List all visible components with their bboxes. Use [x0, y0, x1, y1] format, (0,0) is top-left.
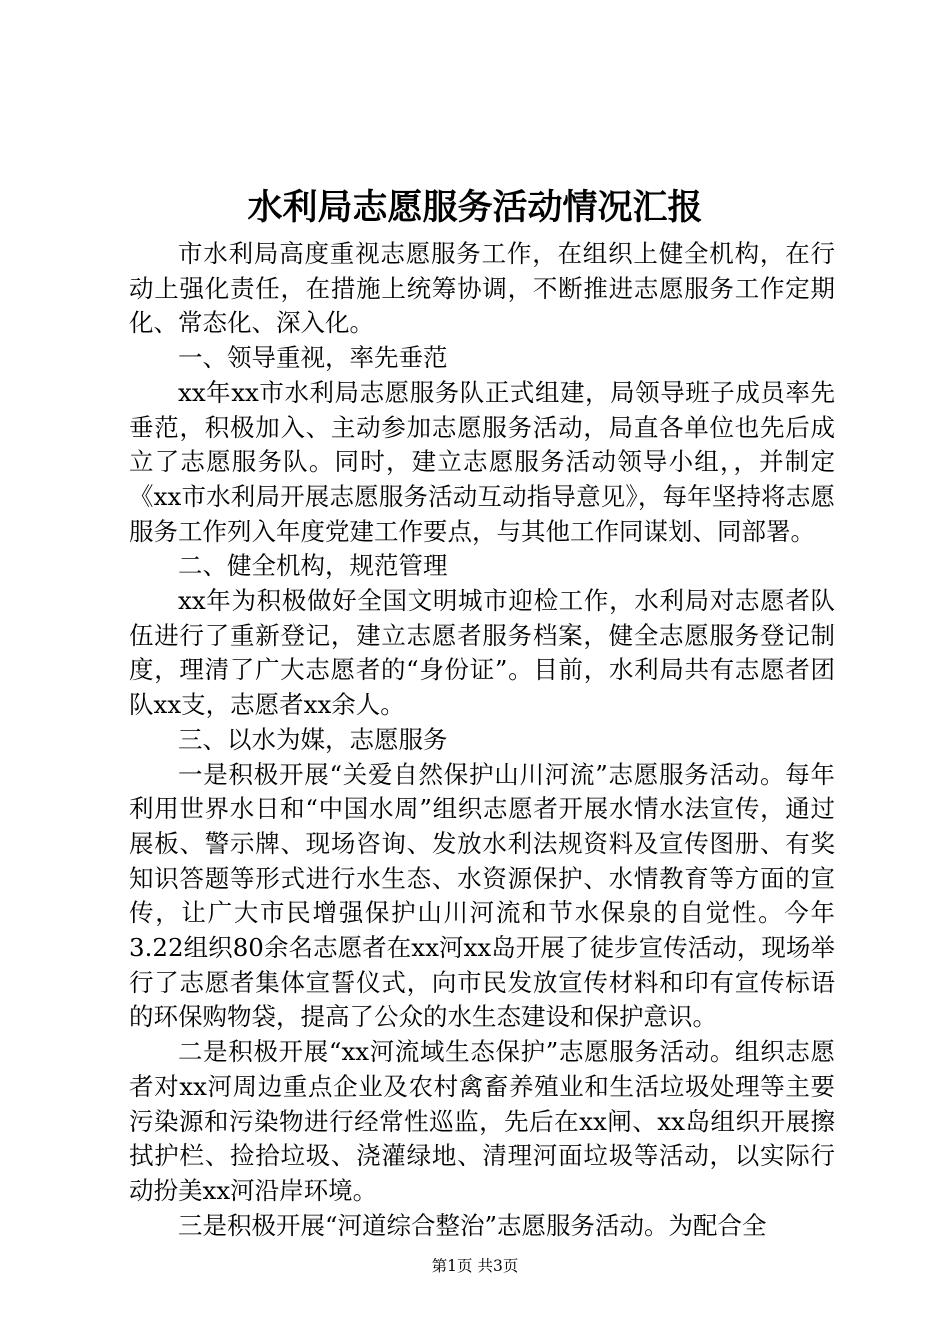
page-footer: 第1页 共3页: [431, 1257, 519, 1275]
document-title: 水利局志愿服务活动情况汇报: [247, 187, 703, 228]
section-heading-2: 二、健全机构，规范管理: [178, 551, 448, 581]
document-body: [129, 237, 835, 1243]
section-3-paragraph-2: 二是积极开展“xx河流域生态保护”志愿服务活动。组织志愿者对xx河周边重点企业及农村禽畜养殖业和生活垃圾处理等主要污染源和污染物进行经常性巡监，先后在xx闸、xx岛组织开展擦拭护栏、捡拾垃圾、浇灌绿地、清理河面垃圾等活动，以实际行动扮美xx河沿岸环境。: [129, 1037, 835, 1205]
section-3-paragraph-3: 三是积极开展“河道综合整治”志愿服务活动。为配合全: [178, 1210, 767, 1240]
intro-paragraph: 市水利局高度重视志愿服务工作，在组织上健全机构，在行动上强化责任，在措施上统筹协调，不断推进志愿服务工作定期化、常态化、深入化。: [129, 239, 835, 338]
section-2-paragraph: xx年为积极做好全国文明城市迎检工作，水利局对志愿者队伍进行了重新登记，建立志愿者服务档案，健全志愿服务登记制度，理清了广大志愿者的“身份证”。目前，水利局共有志愿者团队xx支，志愿者xx余人。: [129, 586, 835, 720]
section-heading-3: 三、以水为媒，志愿服务: [178, 724, 448, 754]
section-3-paragraph-1: 一是积极开展“关爱自然保护山川河流”志愿服务活动。每年利用世界水日和“中国水周”组织志愿者开展水情水法宣传，通过展板、警示牌、现场咨询、发放水利法规资料及宣传图册、有奖知识答题等形式进行水生态、水资源保护、水情教育等方面的宣传，让广大市民增强保护山川河流和节水保泉的自觉性。今年3.22组织80余名志愿者在xx河xx岛开展了徒步宣传活动，现场举行了志愿者集体宣誓仪式，向市民发放宣传材料和印有宣传标语的环保购物袋，提高了公众的水生态建设和保护意识。: [129, 759, 835, 1032]
section-1-paragraph: xx年xx市水利局志愿服务队正式组建，局领导班子成员率先垂范，积极加入、主动参加志愿服务活动，局直各单位也先后成立了志愿服务队。同时，建立志愿服务活动领导小组，，并制定《xx市水利局开展志愿服务活动互动指导意见》，每年坚持将志愿服务工作列入年度党建工作要点，与其他工作同谋划、同部署。: [129, 377, 835, 546]
section-heading-1: 一、领导重视，率先垂范: [178, 343, 448, 373]
